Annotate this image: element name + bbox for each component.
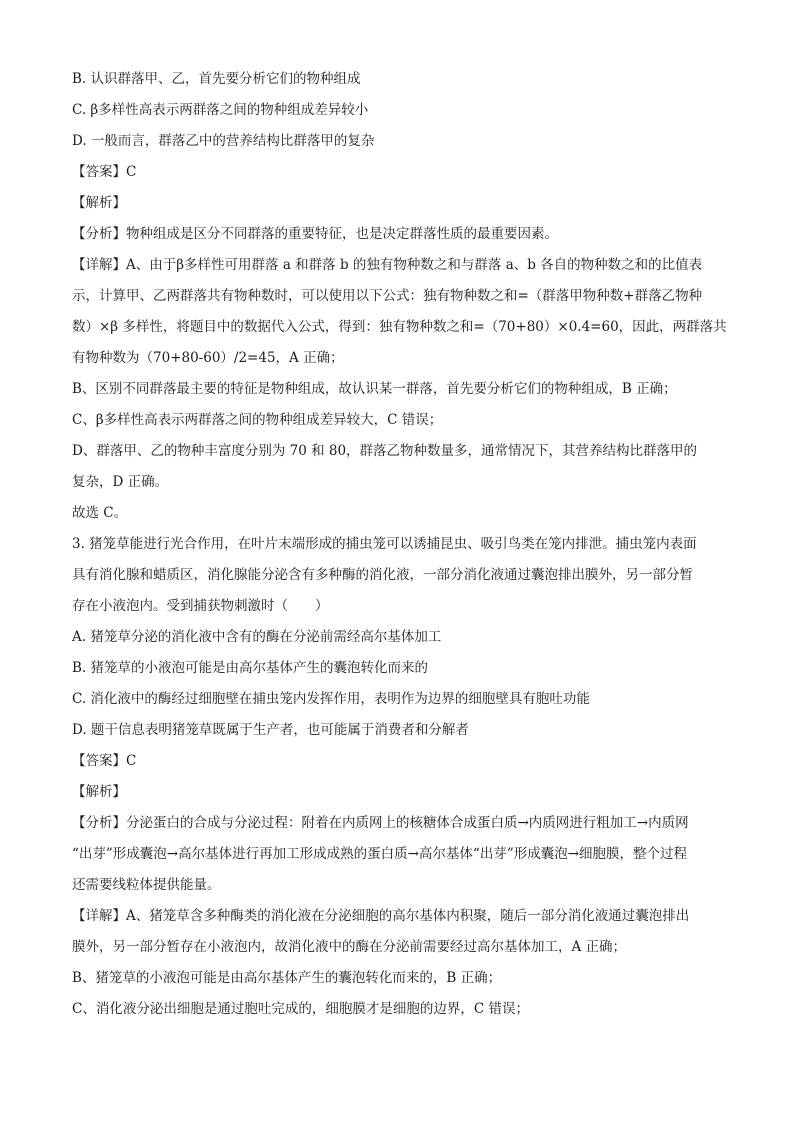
q3-option-a: A. 猪笼草分泌的消化液中含有的酶在分泌前需经高尔基体加工	[72, 629, 442, 645]
q3-stem-line: 存在小液泡内。受到捕获物刺激时（ ）	[72, 598, 329, 614]
q3-fenxi-line: 【分析】分泌蛋白的合成与分泌过程：附着在内质网上的核糖体合成蛋白质→内质网进行粗加工→内质网	[72, 815, 689, 831]
q2-option-b: B. 认识群落甲、乙，首先要分析它们的物种组成	[72, 71, 361, 87]
q2-conclusion: 故选 C。	[72, 505, 128, 521]
q3-b-line: B、猪笼草的小液泡可能是由高尔基体产生的囊泡转化而来的，B 正确；	[72, 970, 502, 986]
q2-option-c: C. β多样性高表示两群落之间的物种组成差异较小	[72, 102, 369, 118]
q2-c-line: C、β多样性高表示两群落之间的物种组成差异较大，C 错误；	[72, 412, 443, 428]
q2-d-line: D、群落甲、乙的物种丰富度分别为 70 和 80，群落乙物种数量多，通常情况下，其营养结构比群落甲的	[72, 443, 698, 459]
q3-fenxi-line: 还需要线粒体提供能量。	[72, 877, 221, 893]
q3-stem-line: 3. 猪笼草能进行光合作用，在叶片末端形成的捕虫笼可以诱捕昆虫、吸引鸟类在笼内排泄。捕虫笼内表面	[72, 536, 697, 552]
q2-xiangjie-line: 数）×β 多样性，将题目中的数据代入公式，得到：独有物种数之和=（70+80）×0.4=60，因此，两群落共	[72, 319, 727, 335]
q2-xiangjie-line: 示，计算甲、乙两群落共有物种数时，可以使用以下公式：独有物种数之和=（群落甲物种数+群落乙物种	[72, 288, 703, 304]
q2-xiangjie-line: 有物种数为（70+80-60）/2=45，A 正确；	[72, 350, 344, 366]
q2-d-line: 复杂，D 正确。	[72, 474, 169, 490]
q2-option-d: D. 一般而言，群落乙中的营养结构比群落甲的复杂	[72, 133, 375, 149]
q2-fenxi: 【分析】物种组成是区分不同群落的重要特征，也是决定群落性质的最重要因素。	[72, 226, 558, 242]
q3-option-c: C. 消化液中的酶经过细胞壁在捕虫笼内发挥作用，表明作为边界的细胞壁具有胞吐功能	[72, 691, 590, 707]
document-page	[72, 64, 732, 1025]
q3-xiangjie-line: 膜外，另一部分暂存在小液泡内，故消化液中的酶在分泌前需要经过高尔基体加工，A 正确；	[72, 939, 627, 955]
q3-stem-line: 具有消化腺和蜡质区，消化腺能分泌含有多种酶的消化液，一部分消化液通过囊泡排出膜外，另一部分暂	[72, 567, 693, 583]
q2-xiangjie-line: 【详解】A、由于β多样性可用群落 a 和群落 b 的独有物种数之和与群落 a、b 各自的物种数之和的比值表	[72, 257, 703, 273]
q3-option-d: D. 题干信息表明猪笼草既属于生产者，也可能属于消费者和分解者	[72, 722, 469, 738]
q2-answer: 【答案】C	[72, 164, 137, 180]
q3-analysis-title: 【解析】	[72, 784, 126, 800]
q2-b-line: B、区别不同群落最主要的特征是物种组成，故认识某一群落，首先要分析它们的物种组成，B 正确；	[72, 381, 677, 397]
q3-xiangjie-line: 【详解】A、猪笼草含多种酶类的消化液在分泌细胞的高尔基体内积聚，随后一部分消化液通过囊泡排出	[72, 908, 690, 924]
q3-fenxi-line: “出芽”形成囊泡→高尔基体进行再加工形成成熟的蛋白质→高尔基体“出芽”形成囊泡→细胞膜，整个过程	[72, 846, 688, 862]
q2-analysis-title: 【解析】	[72, 195, 126, 211]
q3-option-b: B. 猪笼草的小液泡可能是由高尔基体产生的囊泡转化而来的	[72, 660, 429, 676]
q3-c-line: C、消化液分泌出细胞是通过胞吐完成的，细胞膜才是细胞的边界，C 错误；	[72, 1001, 529, 1017]
q3-answer: 【答案】C	[72, 753, 137, 769]
